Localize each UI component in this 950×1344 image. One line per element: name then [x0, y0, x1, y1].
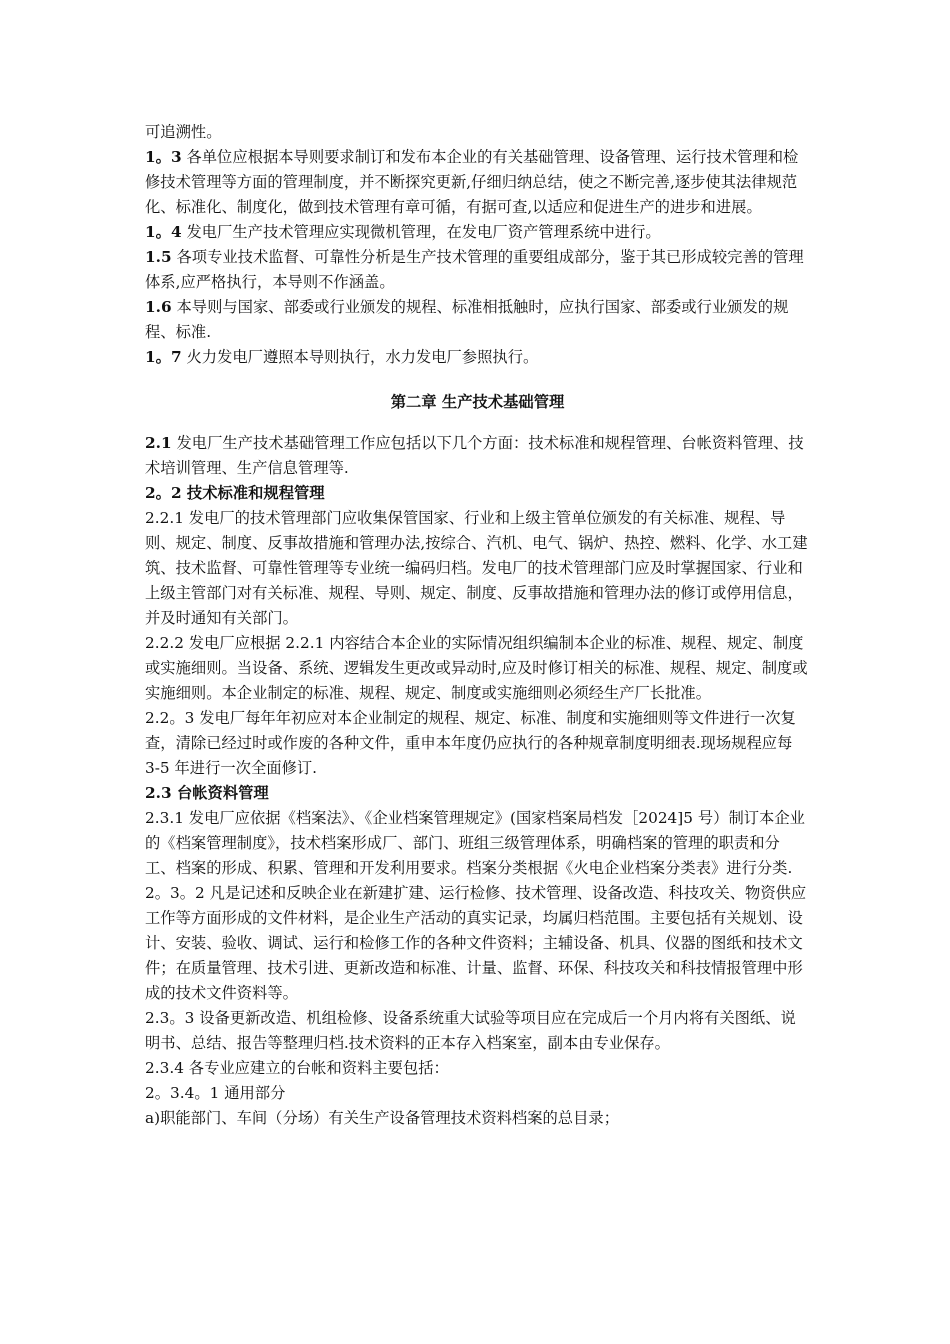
para-number: 1。7: [145, 348, 182, 366]
para-0: [145, 120, 810, 145]
para-number: 1.5: [145, 248, 172, 266]
para-number: 2.1: [145, 434, 172, 452]
para-2-3-1: 2.3.1 发电厂应依据《档案法》、《企业档案管理规定》(国家档案局档发［2024]5 号）制订本企业的《档案管理制度》，技术档案形成厂、部门、班组三级管理体系，明确档案的管理的职责和分工、档案的形成、积累、管理和开发利用要求。档案分类根据《火电企业档案分类表》进行分类.: [145, 809, 805, 877]
para-1-3: [145, 145, 810, 220]
para-number: 1。4: [145, 223, 182, 241]
section-heading-2-3: 2.3 台帐资料管理: [145, 784, 269, 802]
document-page: [145, 120, 810, 1131]
para-2-3-4: 2.3.4 各专业应建立的台帐和资料主要包括：: [145, 1059, 449, 1077]
para-2-2-2: 2.2.2 发电厂应根据 2.2.1 内容结合本企业的实际情况组织编制本企业的标准、规程、规定、制度或实施细则。当设备、系统、逻辑发生更改或异动时,应及时修订相关的标准、规程、规定、制度或实施细则。本企业制定的标准、规程、规定、制度或实施细则必须经生产厂长批准。: [145, 634, 808, 702]
para-1-7: [145, 345, 810, 370]
section-heading-2-2: 2。2 技术标准和规程管理: [145, 484, 325, 502]
para-2-3-2: 2。3。2 凡是记述和反映企业在新建扩建、运行检修、技术管理、设备改造、科技攻关、物资供应工作等方面形成的文件材料，是企业生产活动的真实记录，均属归档范围。主要包括有关规划、设计、安装、验收、调试、运行和检修工作的各种文件资料；主辅设备、机具、仪器的图纸和技术文件；在质量管理、技术引进、更新改造和标准、计量、监督、环保、科技攻关和科技情报管理中形成的技术文件资料等。: [145, 884, 807, 1002]
para-text: 各项专业技术监督、可靠性分析是生产技术管理的重要组成部分，鉴于其已形成较完善的管理体系,应严格执行，本导则不作涵盖。: [145, 248, 804, 291]
para-text: 各单位应根据本导则要求制订和发布本企业的有关基础管理、设备管理、运行技术管理和检修技术管理等方面的管理制度，并不断探究更新,仔细归纳总结，使之不断完善,逐步使其法律规范化、标准化、制度化，做到技术管理有章可循，有据可查,以适应和促进生产的进步和进展。: [145, 148, 799, 216]
para-2-2-3: 2.2。3 发电厂每年年初应对本企业制定的规程、规定、标准、制度和实施细则等文件进行一次复查，清除已经过时或作废的各种文件，重申本年度仍应执行的各种规章制度明细表.现场规程应每 3-5 年进行一次全面修订.: [145, 709, 796, 777]
chapter-title: 第二章 生产技术基础管理: [390, 393, 565, 411]
para-text: 发电厂生产技术基础管理工作应包括以下几个方面：技术标准和规程管理、台帐资料管理、技术培训管理、生产信息管理等.: [145, 434, 804, 477]
para-number: 1.6: [145, 298, 172, 316]
list-item-a: a)职能部门、车间（分场）有关生产设备管理技术资料档案的总目录；: [145, 1109, 619, 1127]
para-1-6: [145, 295, 810, 345]
para-2-1: [145, 431, 810, 481]
para-text: 可追溯性。: [145, 123, 222, 141]
para-text: 本导则与国家、部委或行业颁发的规程、标准相抵触时，应执行国家、部委或行业颁发的规程、标准.: [145, 298, 789, 341]
para-1-4: [145, 220, 810, 245]
para-number: 1。3: [145, 148, 182, 166]
para-text: 发电厂生产技术管理应实现微机管理，在发电厂资产管理系统中进行。: [181, 223, 661, 241]
para-2-3-3: 2.3。3 设备更新改造、机组检修、设备系统重大试验等项目应在完成后一个月内将有关图纸、说明书、总结、报告等整理归档.技术资料的正本存入档案室，副本由专业保存。: [145, 1009, 796, 1052]
para-1-5: [145, 245, 810, 295]
para-text: 火力发电厂遵照本导则执行，水力发电厂参照执行。: [181, 348, 539, 366]
para-2-2-1: 2.2.1 发电厂的技术管理部门应收集保管国家、行业和上级主管单位颁发的有关标准、规程、导则、规定、制度、反事故措施和管理办法,按综合、汽机、电气、锅炉、热控、燃料、化学、水工建筑、技术监督、可靠性管理等专业统一编码归档。发电厂的技术管理部门应及时掌握国家、行业和上级主管部门对有关标准、规程、导则、规定、制度、反事故措施和管理办法的修订或停用信息，并及时通知有关部门。: [145, 509, 808, 627]
para-2-3-4-1: 2。3.4。1 通用部分: [145, 1084, 286, 1102]
